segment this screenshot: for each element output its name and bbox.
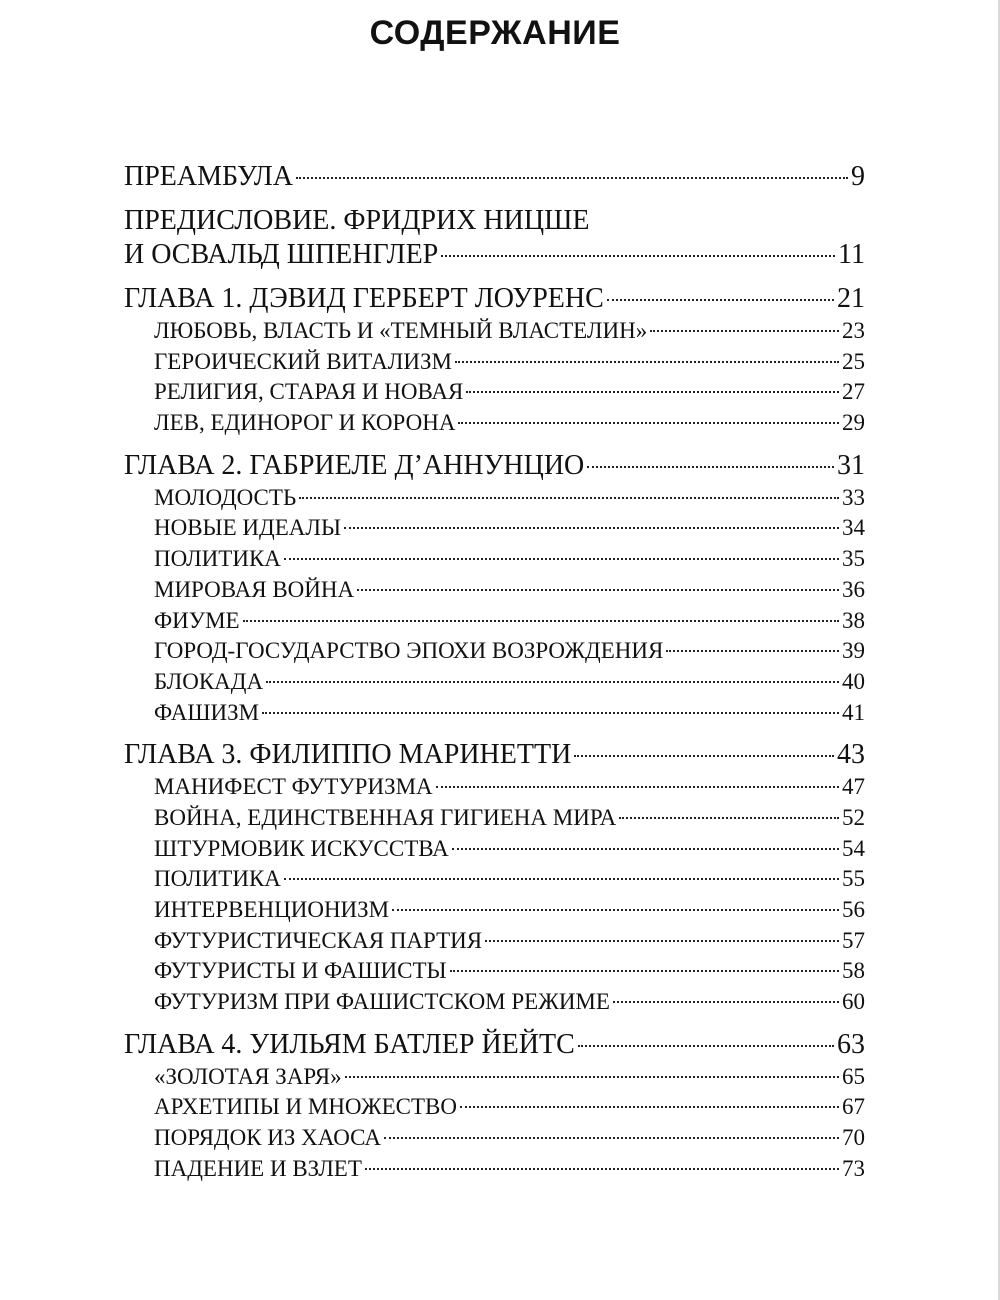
dot-leader <box>243 620 839 622</box>
toc-section <box>124 408 865 439</box>
toc-section-label: ФАШИЗМ <box>154 699 260 725</box>
toc-section-label: ФУТУРИСТЫ И ФАШИСТЫ <box>154 958 447 984</box>
toc-section <box>124 1123 865 1154</box>
toc-section <box>124 895 865 926</box>
table-of-contents <box>124 160 865 1185</box>
dot-leader <box>296 177 848 179</box>
toc-chapter-label: ГЛАВА 2. ГАБРИЕЛЕ Д’АННУНЦИО <box>124 449 585 481</box>
toc-page-number: 38 <box>842 607 865 633</box>
toc-section-label: ПОРЯДОК ИЗ ХАОСА <box>154 1125 381 1151</box>
dot-leader <box>587 466 834 468</box>
toc-section-label: ИНТЕРВЕНЦИОНИЗМ <box>154 897 390 922</box>
toc-section-label: ВОЙНА, ЕДИНСТВЕННАЯ ГИГИЕНА МИРА <box>154 804 617 830</box>
toc-page-number: 11 <box>838 239 865 270</box>
toc-section <box>124 667 865 698</box>
toc-page-number: 31 <box>837 449 865 481</box>
toc-page-number: 70 <box>842 1125 865 1151</box>
toc-section <box>124 544 865 575</box>
toc-page-number: 67 <box>842 1094 865 1120</box>
toc-section-label: НОВЫЕ ИДЕАЛЫ <box>154 515 342 541</box>
toc-section <box>124 803 865 834</box>
dot-leader <box>365 1168 839 1170</box>
toc-section-label: ГОРОД-ГОСУДАРСТВО ЭПОХИ ВОЗРОЖДЕНИЯ <box>154 638 664 664</box>
toc-chapter-label: ГЛАВА 3. ФИЛИППО МАРИНЕТТИ <box>124 739 572 771</box>
dot-leader <box>485 940 839 942</box>
toc-chapter-label: ГЛАВА 4. УИЛЬЯМ БАТЛЕР ЙЕЙТС <box>124 1028 575 1060</box>
dot-leader <box>466 391 839 393</box>
dot-leader <box>578 1045 834 1047</box>
toc-section-label: РЕЛИГИЯ, СТАРАЯ И НОВАЯ <box>154 379 464 405</box>
dot-leader <box>458 422 839 424</box>
toc-page-number: 36 <box>842 576 865 602</box>
dot-leader <box>455 361 839 363</box>
toc-section-label: МАНИФЕСТ ФУТУРИЗМА <box>154 774 433 800</box>
toc-page-number: 29 <box>842 410 865 436</box>
toc-page-number: 65 <box>842 1063 865 1089</box>
dot-leader <box>357 589 839 591</box>
toc-section <box>124 1062 865 1093</box>
toc-page-number: 33 <box>842 484 865 510</box>
toc-page-number: 41 <box>842 699 865 725</box>
toc-page-number: 21 <box>837 283 865 314</box>
toc-page-number: 34 <box>842 515 865 541</box>
toc-section-label: «ЗОЛОТАЯ ЗАРЯ» <box>154 1063 342 1089</box>
toc-section <box>124 636 865 667</box>
toc-section <box>124 606 865 637</box>
page-title: СОДЕРЖАНИЕ <box>369 14 621 52</box>
toc-section <box>124 956 865 987</box>
toc-section <box>124 513 865 544</box>
toc-section-label: ПАДЕНИЕ И ВЗЛЕТ <box>154 1155 362 1181</box>
dot-leader <box>613 1001 839 1003</box>
toc-section-label: ФУТУРИСТИЧЕСКАЯ ПАРТИЯ <box>154 927 483 953</box>
toc-section <box>124 1154 865 1185</box>
toc-section <box>124 575 865 606</box>
toc-chapter <box>124 738 865 772</box>
toc-section <box>124 377 865 408</box>
toc-section <box>124 698 865 729</box>
toc-page-number: 73 <box>842 1155 865 1181</box>
toc-page-number: 39 <box>842 638 865 664</box>
dot-leader <box>441 255 835 257</box>
toc-page-number: 56 <box>842 897 865 922</box>
dot-leader <box>666 650 839 652</box>
toc-page-number: 60 <box>842 989 865 1015</box>
toc-section-label: АРХЕТИПЫ И МНОЖЕСТВО <box>154 1094 457 1120</box>
toc-entry-foreword-line1: ПРЕДИСЛОВИЕ. ФРИДРИХ НИЦШЕ <box>124 205 590 236</box>
toc-entry-label: И ОСВАЛЬД ШПЕНГЛЕР <box>124 239 439 270</box>
toc-section <box>124 316 865 347</box>
toc-section-label: МОЛОДОСТЬ <box>154 484 297 510</box>
toc-page-number: 35 <box>842 546 865 572</box>
toc-section-label: ФУТУРИЗМ ПРИ ФАШИСТСКОМ РЕЖИМЕ <box>154 989 610 1015</box>
toc-page-number: 55 <box>842 866 865 892</box>
toc-section-label: ШТУРМОВИК ИСКУССТВА <box>154 835 449 861</box>
dot-leader <box>450 970 839 972</box>
dot-leader <box>619 817 839 819</box>
toc-page-number: 47 <box>842 774 865 800</box>
toc-section <box>124 483 865 514</box>
dot-leader <box>266 681 839 683</box>
dot-leader <box>650 330 839 332</box>
toc-page-number: 54 <box>842 835 865 861</box>
dot-leader <box>574 755 834 757</box>
toc-page-number: 43 <box>837 739 865 771</box>
toc-section-label: ЛЕВ, ЕДИНОРОГ И КОРОНА <box>154 410 456 436</box>
toc-section-label: БЛОКАДА <box>154 668 264 694</box>
dot-leader <box>284 558 839 560</box>
toc-section-label: ПОЛИТИКА <box>154 546 281 572</box>
toc-page-number: 9 <box>851 161 865 192</box>
toc-section <box>124 987 865 1018</box>
dot-leader <box>384 1137 839 1139</box>
toc-section <box>124 347 865 378</box>
dot-leader <box>344 527 839 529</box>
dot-leader <box>299 497 839 499</box>
toc-chapter <box>124 282 865 316</box>
toc-section-label: ФИУМЕ <box>154 607 240 633</box>
toc-page-number: 23 <box>842 318 865 343</box>
toc-chapter <box>124 449 865 483</box>
dot-leader <box>452 848 839 850</box>
dot-leader <box>607 299 834 301</box>
toc-section <box>124 864 865 895</box>
toc-chapter-label: ГЛАВА 1. ДЭВИД ГЕРБЕРТ ЛОУРЕНС <box>124 283 604 314</box>
dot-leader <box>284 878 839 880</box>
dot-leader <box>392 909 839 911</box>
toc-section-label: ПОЛИТИКА <box>154 866 281 892</box>
dot-leader <box>436 786 839 788</box>
toc-page-number: 52 <box>842 804 865 830</box>
toc-chapter <box>124 1028 865 1062</box>
toc-entry-foreword <box>124 238 865 272</box>
toc-page-number: 57 <box>842 927 865 953</box>
dot-leader <box>262 712 839 714</box>
toc-section <box>124 834 865 865</box>
toc-page-number: 63 <box>837 1028 865 1060</box>
toc-page-number: 40 <box>842 668 865 694</box>
toc-page-number: 27 <box>842 379 865 405</box>
toc-section-label: МИРОВАЯ ВОЙНА <box>154 576 355 602</box>
toc-section <box>124 772 865 803</box>
toc-entry-preamble <box>124 160 865 194</box>
toc-page-number: 58 <box>842 958 865 984</box>
dot-leader <box>460 1106 839 1108</box>
toc-section <box>124 926 865 957</box>
toc-section <box>124 1092 865 1123</box>
toc-section-label: ЛЮБОВЬ, ВЛАСТЬ И «ТЕМНЫЙ ВЛАСТЕЛИН» <box>154 318 648 343</box>
toc-page-number: 25 <box>842 348 865 374</box>
toc-section-label: ГЕРОИЧЕСКИЙ ВИТАЛИЗМ <box>154 348 452 374</box>
dot-leader <box>345 1076 839 1078</box>
toc-entry-label: ПРЕАМБУЛА <box>124 161 293 192</box>
